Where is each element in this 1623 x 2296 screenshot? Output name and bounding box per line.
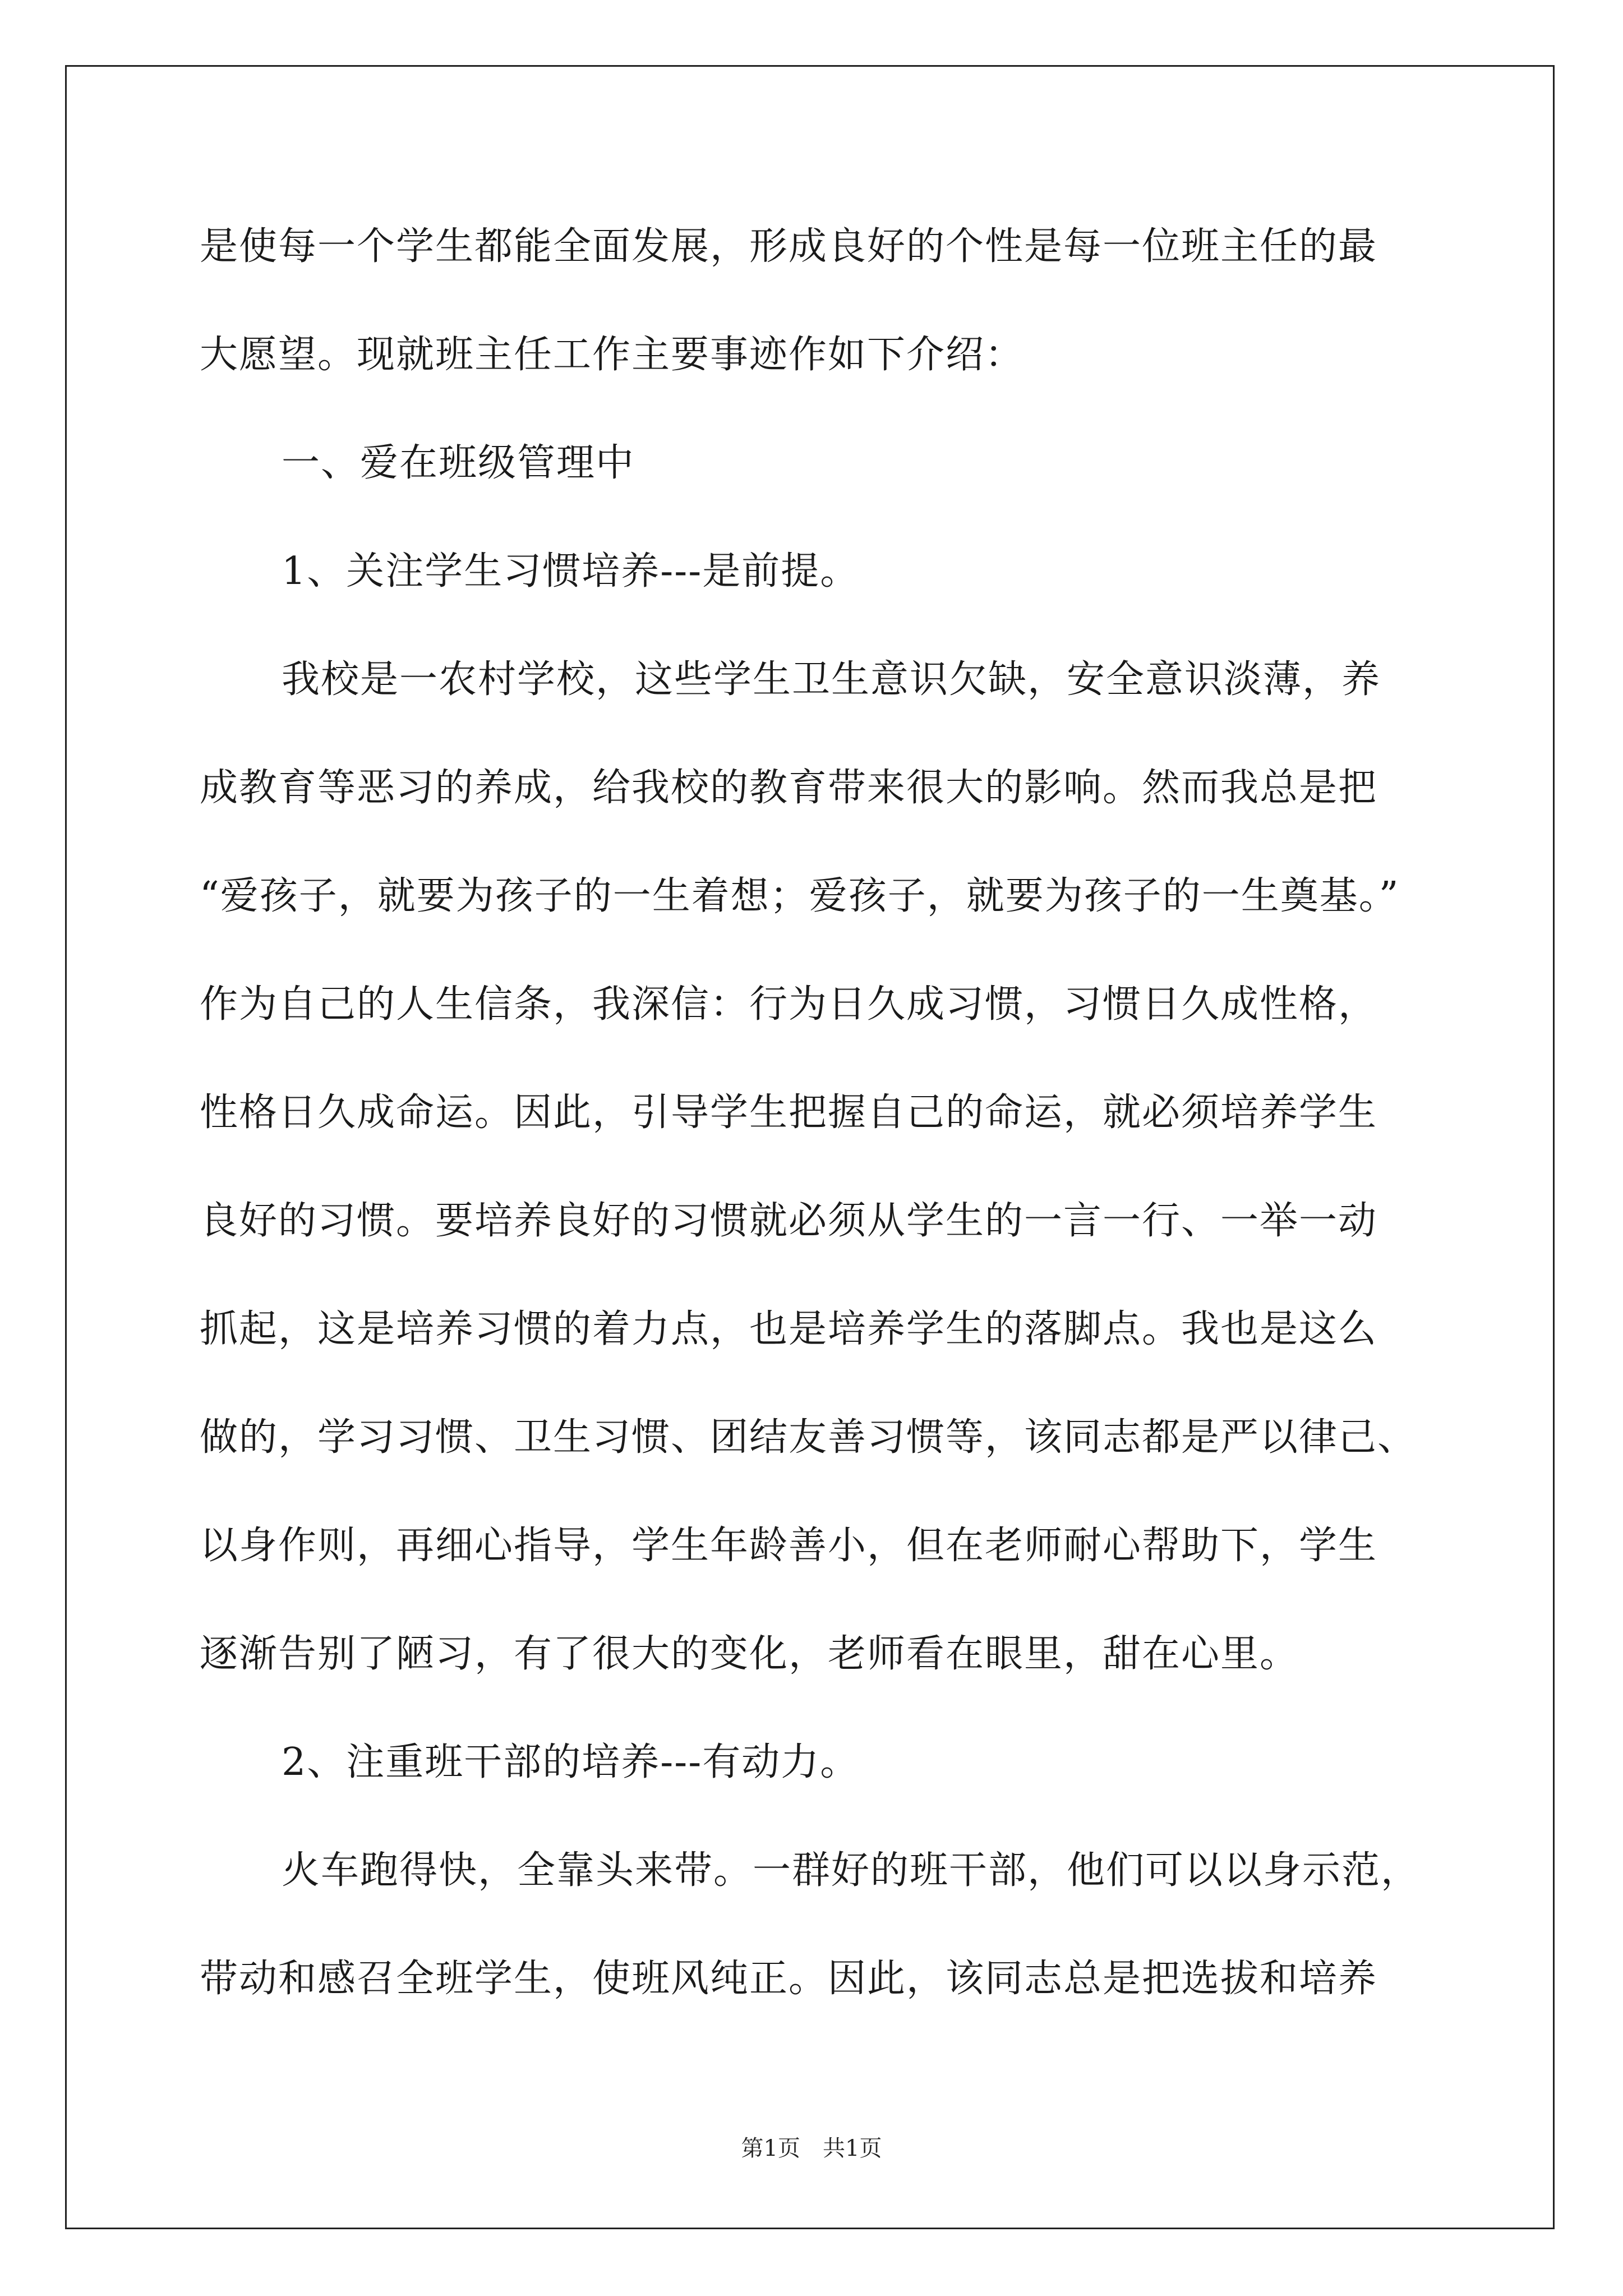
text-line: 作为自己的人生信条，我深信：行为日久成习惯，习惯日久成性格，: [200, 982, 1378, 1027]
text-line: “爱孩子，就要为孩子的一生着想；爱孩子，就要为孩子的一生奠基。”: [200, 874, 1400, 918]
text-line: 我校是一农村学校，这些学生卫生意识欠缺，安全意识淡薄，养: [282, 657, 1381, 702]
text-line: 以身作则，再细心指导，学生年龄善小，但在老师耐心帮助下，学生: [200, 1524, 1378, 1568]
text-line: 带动和感召全班学生，使班风纯正。因此，该同志总是把选拔和培养: [200, 1957, 1378, 2001]
document-body: [200, 213, 1433, 2054]
text-line: 良好的习惯。要培养良好的习惯就必须从学生的一言一行、一举一动: [200, 1199, 1378, 1243]
text-line: 成教育等恶习的养成，给我校的教育带来很大的影响。然而我总是把: [200, 766, 1378, 810]
text-line: 1、关注学生习惯培养---是前提。: [282, 549, 860, 593]
text-line: 抓起，这是培养习惯的着力点，也是培养学生的落脚点。我也是这么: [200, 1307, 1378, 1351]
text-line: 逐渐告别了陋习，有了很大的变化，老师看在眼里，甜在心里。: [200, 1632, 1299, 1676]
text-line: 性格日久成命运。因此，引导学生把握自己的命运，就必须培养学生: [200, 1091, 1378, 1135]
text-line: 火车跑得快，全靠头来带。一群好的班干部，他们可以以身示范，: [282, 1848, 1421, 1893]
text-line: 大愿望。现就班主任工作主要事迹作如下介绍：: [200, 333, 1025, 377]
text-line: 2、注重班干部的培养---有动力。: [282, 1740, 860, 1784]
text-line: 一、爱在班级管理中: [282, 441, 635, 485]
text-line: 做的，学习习惯、卫生习惯、团结友善习惯等，该同志都是严以律己、: [200, 1415, 1417, 1460]
text-line: 是使每一个学生都能全面发展，形成良好的个性是每一位班主任的最: [200, 224, 1378, 269]
page-footer: 第1页 共1页: [741, 2136, 882, 2161]
